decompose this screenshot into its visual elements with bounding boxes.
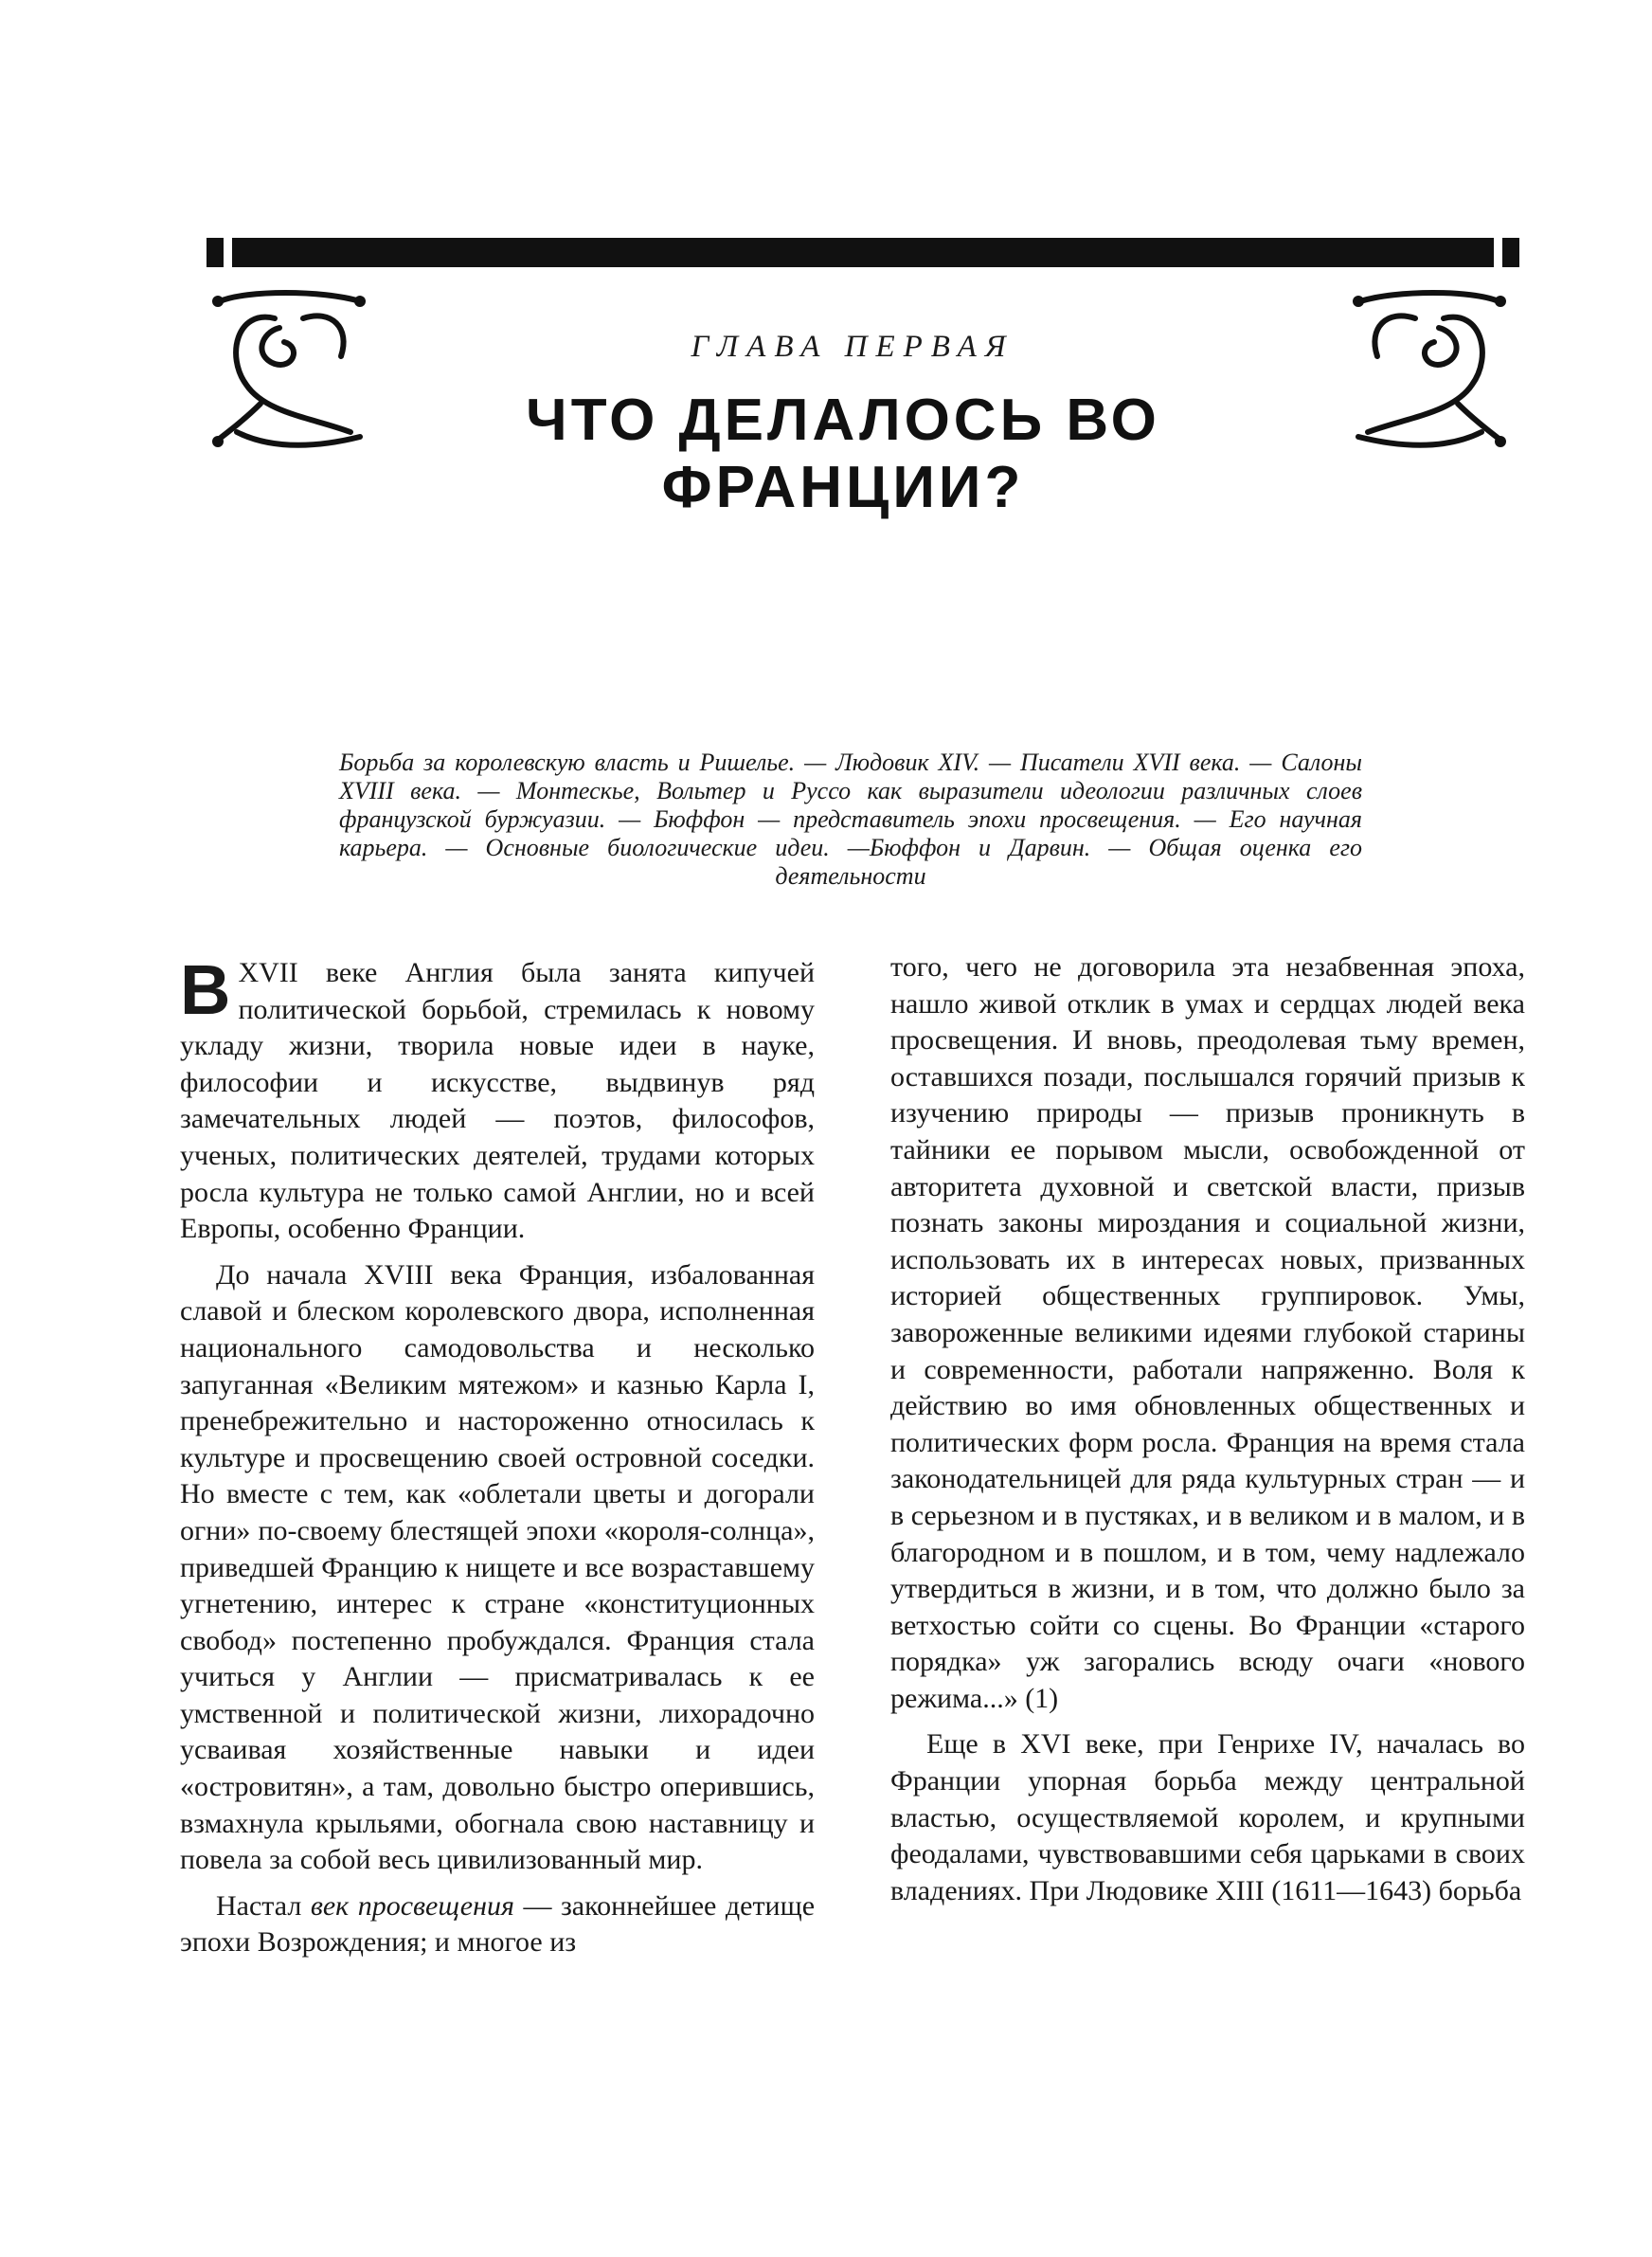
paragraph: того, чего не договорила эта незабвенная эпоха, нашло живой отклик в умах и сердцах людей века просвещения. И вновь, преодолевая тьму времен, оставшихся позади, послышался горячий призыв к изучению природы — призыв проникнуть в тайники ее порывом мысли, освобожденной от авторитета духовной и светской власти, призыв познать законы мироздания и социальной жизни, использовать их в интересах новых, призванных историей общественных группировок. Умы, завороженные великими идеями глубокой старины и современности, работали напряженно. Воля к действию во имя обновленных общественных и политических форм росла. Франция на время стала законодательницей для ряда культурных стран — и в серьезном и в пустяках, и в великом и в малом, и в благородном и в пошлом, и в том, чему надлежало утвердиться в жизни, и в том, что должно было за ветхостью сойти со сцены. Во Франции «старого порядка» уж загорались всюду очаги «нового режима...» (1) <box>890 951 1525 1714</box>
paragraph: До начала XVIII века Франция, избалованная славой и блеском королевского двора, исполненная национального самодовольства и несколько запуганная «Великим мятежом» и казнью Карла I, пренебрежительно и настороженно относилась к культуре и просвещению своей островной соседки. Но вместе с тем, как «облетали цветы и догорали огни» по-своему блестящей эпохи «короля-солнца», приведшей Францию к нищете и все возраставшему угнетению, интерес к стране «конституционных свобод» постепенно пробуждался. Франция стала учиться у Англии — присматривалась к ее умственной и политической жизни, лихорадочно усваивая хозяйственные навыки и идеи «островитян», а там, довольно быстро оперившись, взмахнула крыльями, обогнала свою наставницу и повела за собой весь цивилизованный мир. <box>180 1258 815 1876</box>
paragraph: Еще в XVI веке, при Генрихе IV, началась во Франции упорная борьба между центральной властью, осуществляемой королем, и крупными феодалами, чувствовавшими себя царьками в своих владениях. При Людовике XIII (1611—1643) борьба <box>890 1728 1525 1906</box>
header-rule <box>206 238 1519 267</box>
chapter-label: ГЛАВА ПЕРВАЯ <box>691 330 1015 364</box>
drop-cap: В <box>180 950 231 1029</box>
paragraph: Настал век просвещения — законнейшее детище эпохи Возрождения; и многое из <box>180 1889 816 1959</box>
right-ornament-icon <box>1353 290 1510 453</box>
chapter-title: ЧТО ДЕЛАЛОСЬ ВО ФРАНЦИИ? <box>526 388 1160 520</box>
chapter-summary: Борьба за королевскую власть и Ришелье. — Людовик XIV. — Писатели XVII века. — Салоны XVIII века. — Монтескье, Вольтер и Руссо как выразители идеологии различных слоев французской буржуазии. — Бюффон — представитель эпохи просвещения. — Его научная карьера. — Основные биологические идеи. —Бюффон и Дарвин. — Общая оценка его деятельности <box>339 749 1362 890</box>
left-text-column <box>180 950 816 1971</box>
paragraph: ВXVII веке Англия была занята кипучей политической борьбой, стремилась к новому укладу жизни, творила новые идеи в науке, философии и искусстве, выдвинув ряд замечательных людей — поэтов, философов, ученых, политических деятелей, трудами которых росла культура не только самой Англии, но и всей Европы, особенно Франции. <box>180 950 815 1245</box>
right-text-column <box>890 949 1525 1919</box>
